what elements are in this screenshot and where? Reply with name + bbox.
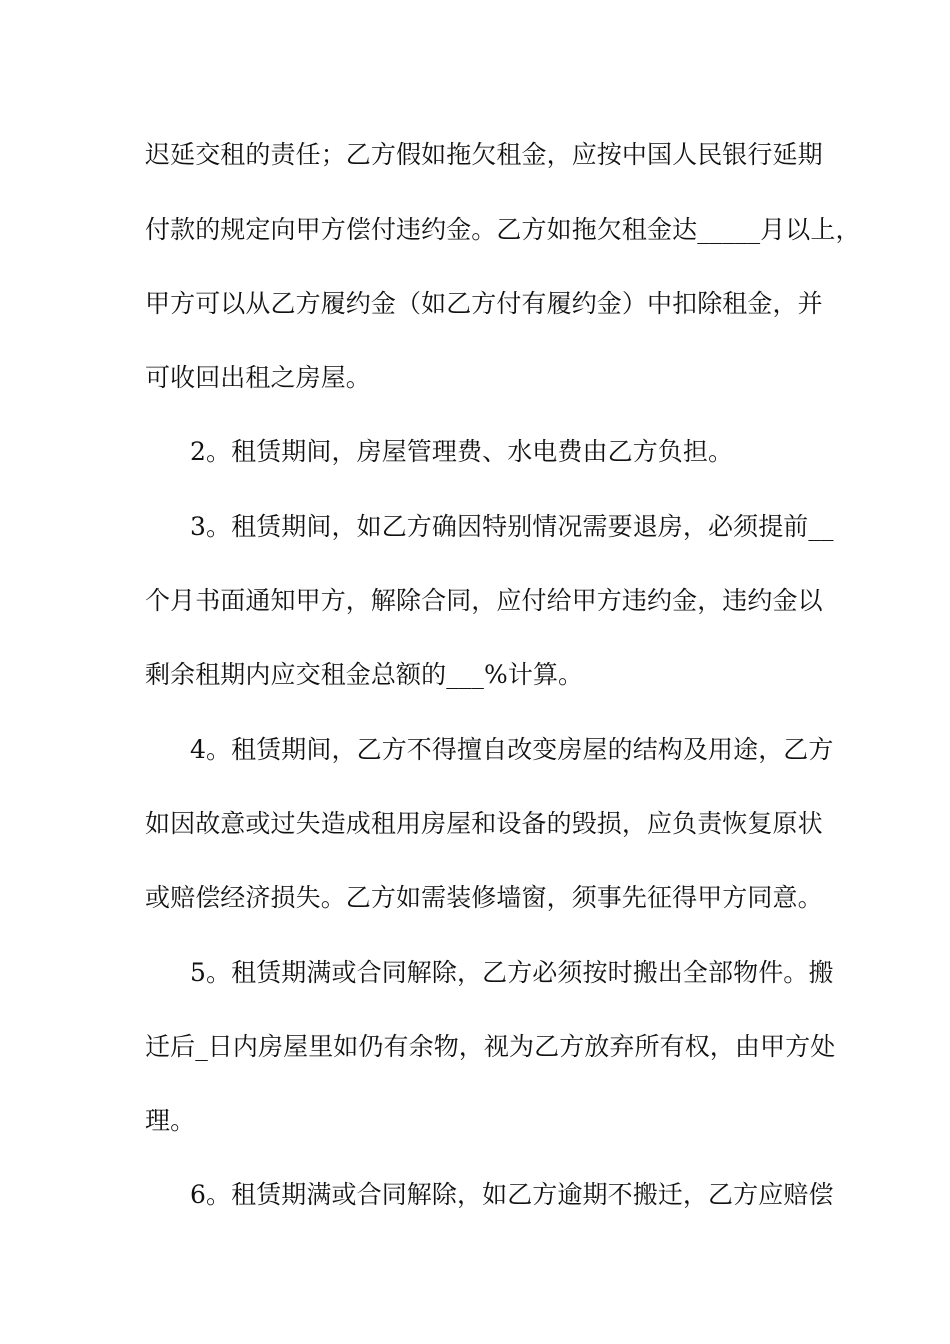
paragraph-6-line-1: 6。租赁期满或合同解除，如乙方逾期不搬迁，乙方应赔偿 [190, 1180, 834, 1209]
paragraph-3-line-2: 个月书面通知甲方，解除合同，应付给甲方违约金，违约金以 [145, 586, 823, 615]
text-line-3: 甲方可以从乙方履约金（如乙方付有履约金）中扣除租金，并 [145, 289, 823, 318]
paragraph-4-line-1: 4。租赁期间，乙方不得擅自改变房屋的结构及用途，乙方 [190, 735, 834, 764]
paragraph-5-line-2: 迁后_日内房屋里如仍有余物，视为乙方放弃所有权，由甲方处 [145, 1032, 836, 1061]
paragraph-3-line-1: 3。租赁期间，如乙方确因特别情况需要退房，必须提前__ [190, 512, 834, 541]
paragraph-4-line-3: 或赔偿经济损失。乙方如需装修墙窗，须事先征得甲方同意。 [145, 883, 823, 912]
paragraph-5-line-1: 5。租赁期满或合同解除，乙方必须按时搬出全部物件。搬 [190, 958, 834, 987]
text-line-2: 付款的规定向甲方偿付违约金。乙方如拖欠租金达_____月以上， [145, 215, 861, 244]
paragraph-5-line-3: 理。 [145, 1106, 196, 1135]
text-line-1: 迟延交租的责任；乙方假如拖欠租金，应按中国人民银行延期 [145, 140, 823, 169]
paragraph-3-line-3: 剩余租期内应交租金总额的___%计算。 [145, 660, 584, 689]
text-line-4: 可收回出租之房屋。 [145, 363, 371, 392]
paragraph-4-line-2: 如因故意或过失造成租用房屋和设备的毁损，应负责恢复原状 [145, 809, 823, 838]
paragraph-2-line-1: 2。租赁期间，房屋管理费、水电费由乙方负担。 [190, 437, 734, 466]
